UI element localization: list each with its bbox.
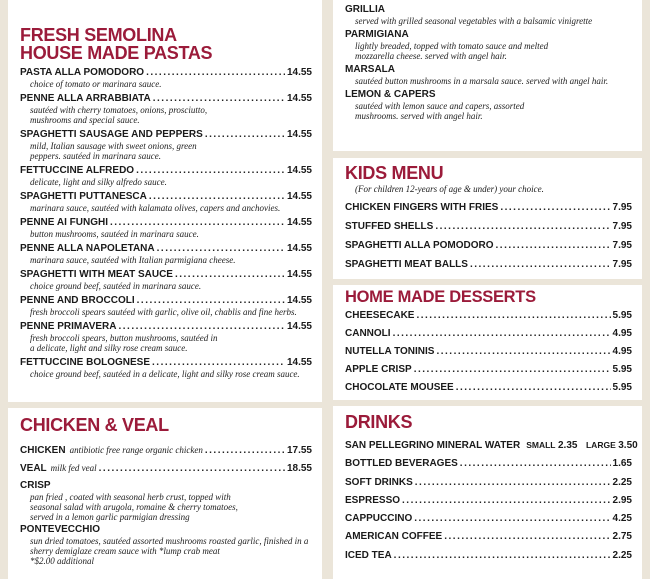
pasta-item (20, 93, 312, 125)
leader-dots (157, 243, 285, 255)
item-price: 14.55 (286, 217, 312, 228)
pasta-item (20, 165, 312, 187)
leader-dots (436, 346, 610, 358)
menu-item (345, 328, 632, 340)
item-desc: peppers. sautéed in marinara sauce. (30, 151, 161, 161)
item-price: 14.55 (286, 67, 312, 78)
menu-item (20, 165, 312, 177)
item-desc: sautéed with lemon sauce and capers, assorted (355, 101, 525, 111)
item-name: LEMON & CAPERS (345, 89, 436, 100)
item-desc: marinara sauce, sautéed with Italian parmigiana cheese. (30, 255, 236, 265)
menu-item (20, 295, 312, 307)
entree-item (345, 4, 632, 26)
item-name: FETTUCCINE ALFREDO (20, 165, 135, 176)
pasta-item (20, 67, 312, 89)
leader-dots (146, 67, 285, 79)
kids-menu-note: (For children 12-years of age & under) your choice. (355, 184, 544, 194)
desserts-title: HOME MADE DESSERTS (345, 288, 536, 306)
item-desc: a delicate, light and silky rose cream sauce. (30, 343, 188, 353)
item-name: APPLE CRISP (345, 364, 412, 375)
drink-list (345, 458, 632, 561)
menu-item-pontevecchio (20, 524, 312, 566)
item-desc: served in a lemon garlic parmigian dressing (30, 512, 190, 522)
item-name: PARMIGIANA (345, 29, 409, 40)
menu-item (345, 364, 632, 376)
item-name: PENNE ALLA NAPOLETANA (20, 243, 155, 254)
item-name: PENNE AND BROCCOLI (20, 295, 135, 306)
item-desc: sautéed button mushrooms in a marsala sauce. served with angel hair. (355, 76, 609, 86)
item-name: CHICKEN FINGERS WITH FRIES (345, 202, 499, 213)
leader-dots (153, 93, 285, 105)
leader-dots (136, 165, 285, 177)
item-desc: fresh broccoli spears sautéed with garlic, olive oil, chablis and fine herbs. (30, 307, 297, 317)
item-name: VEAL (20, 463, 47, 474)
menu-item (345, 477, 632, 489)
menu-item (20, 269, 312, 281)
item-price: 2.25 (612, 476, 632, 488)
menu-item (345, 382, 632, 394)
item-price-large: 3.50 (618, 440, 638, 451)
pasta-item (20, 269, 312, 291)
menu-item (20, 243, 312, 255)
item-desc: mushrooms and special sauce. (30, 115, 140, 125)
item-desc: choice ground beef, sautéed in marinara sauce. (30, 281, 202, 291)
item-price: 7.95 (612, 259, 632, 270)
item-price: 7.95 (612, 202, 632, 213)
leader-dots (435, 221, 610, 233)
menu-item (20, 444, 312, 457)
pastas-list (20, 67, 312, 379)
item-name: PONTEVECCHIO (20, 524, 101, 535)
item-price: 14.55 (286, 191, 312, 202)
kids-list (345, 202, 632, 271)
item-name: PENNE ALLA ARRABBIATA (20, 93, 151, 104)
item-name: SPAGHETTI WITH MEAT SAUCE (20, 269, 173, 280)
menu-item (345, 259, 632, 271)
leader-dots (152, 357, 285, 369)
menu-item (345, 513, 632, 525)
pastas-title-line2: HOUSE MADE PASTAS (20, 43, 213, 63)
item-name: BOTTLED BEVERAGES (345, 458, 458, 470)
item-desc: button mushrooms, sautéed in marinara sauce. (30, 229, 199, 239)
item-name: PASTA ALLA POMODORO (20, 67, 145, 78)
item-price: 14.55 (286, 295, 312, 306)
item-price: 7.95 (612, 221, 632, 232)
item-name: PENNE PRIMAVERA (20, 321, 117, 332)
item-name: STUFFED SHELLS (345, 221, 434, 232)
menu-item (345, 531, 632, 543)
leader-dots (414, 364, 611, 376)
menu-item (345, 346, 632, 358)
item-name: SPAGHETTI ALLA POMODORO (345, 240, 494, 251)
leader-dots (175, 269, 285, 281)
chicken-veal-section (8, 408, 322, 579)
item-price: 14.55 (286, 129, 312, 140)
item-price-small: 2.35 (558, 440, 578, 451)
pasta-item (20, 217, 312, 239)
item-name: SOFT DRINKS (345, 476, 413, 488)
pasta-item (20, 295, 312, 317)
entree-list (345, 4, 632, 121)
menu-item (20, 93, 312, 105)
item-price: 4.95 (612, 346, 632, 357)
entree-item (345, 89, 632, 121)
item-desc: sautéed with cherry tomatoes, onions, prosciutto, (30, 105, 208, 115)
menu-item (20, 462, 312, 475)
menu-item (20, 217, 312, 229)
item-desc: delicate, light and silky alfredo sauce. (30, 177, 167, 187)
item-price: 4.25 (612, 513, 632, 525)
item-desc: sun dried tomatoes, sautéed assorted mushrooms roasted garlic, finished in a (30, 536, 309, 546)
drinks-section (333, 406, 642, 579)
drinks-title: DRINKS (345, 412, 413, 432)
menu-item (20, 191, 312, 203)
item-sizes (524, 439, 638, 452)
leader-dots (414, 513, 610, 525)
entree-item (345, 29, 632, 61)
pasta-item (20, 129, 312, 161)
item-desc: seasonal salad with arugola, romaine & cherry tomatoes, (30, 502, 238, 512)
leader-dots (393, 328, 611, 340)
item-name: CHOCOLATE MOUSEE (345, 382, 454, 393)
menu-item (345, 202, 632, 214)
item-desc: pan fried , coated with seasonal herb crust, topped with (30, 492, 231, 502)
item-desc: served with grilled seasonal vegetables with a balsamic vinigrette (355, 16, 593, 26)
size-label-small: SMALL (526, 440, 556, 450)
item-name: SPAGHETTI PUTTANESCA (20, 191, 147, 202)
item-price: 2.25 (612, 549, 632, 561)
menu-item (345, 458, 632, 470)
item-price: 18.55 (286, 463, 312, 474)
leader-dots (416, 310, 610, 322)
item-name: FETTUCCINE BOLOGNESE (20, 357, 151, 368)
item-desc: mild, Italian sausage with sweet onions, green (30, 141, 197, 151)
menu-item (345, 240, 632, 252)
item-name: CHEESECAKE (345, 310, 415, 321)
menu-item (20, 129, 312, 141)
leader-dots (500, 202, 610, 214)
item-price: 14.55 (286, 357, 312, 368)
item-price: 17.55 (286, 445, 312, 456)
chicken-veal-title: CHICKEN & VEAL (20, 415, 169, 435)
item-desc: mozzarella cheese. served with angel hair. (355, 51, 507, 61)
item-price: 5.95 (612, 310, 632, 321)
leader-dots (402, 495, 611, 507)
menu-item (345, 495, 632, 507)
leader-dots (119, 321, 285, 333)
item-name: CHICKEN (20, 445, 66, 456)
pasta-item (20, 243, 312, 265)
leader-dots (205, 129, 285, 141)
entree-preparations-section (333, 0, 642, 151)
leader-dots (137, 295, 285, 307)
item-desc: mushrooms. served with angel hair. (355, 111, 483, 121)
pastas-section (8, 0, 322, 402)
item-price: 14.55 (286, 165, 312, 176)
item-name: ESPRESSO (345, 494, 401, 506)
kids-menu-title: KIDS MENU (345, 163, 444, 183)
leader-dots (470, 259, 611, 271)
item-name: CRISP (20, 480, 51, 491)
item-name: CAPPUCCINO (345, 513, 413, 525)
leader-dots (460, 458, 611, 470)
entree-item (345, 64, 632, 86)
leader-dots (444, 531, 610, 543)
item-inline-desc: milk fed veal (50, 463, 97, 473)
pastas-title-line1: FRESH SEMOLINA (20, 25, 177, 45)
pasta-item (20, 357, 312, 379)
item-price: 5.95 (612, 382, 632, 393)
menu-item-san-pellegrino (345, 439, 638, 452)
menu-item (345, 310, 632, 322)
item-price: 14.55 (286, 269, 312, 280)
menu-item (345, 221, 632, 233)
item-desc: choice ground beef, sautéed in a delicate, light and silky rose cream sauce. (30, 369, 300, 379)
item-price: 14.55 (286, 321, 312, 332)
item-name: GRILLIA (345, 4, 385, 15)
menu-item (20, 357, 312, 369)
item-desc: sherry demiglaze cream sauce with *lump crab meat (30, 546, 220, 556)
leader-dots (110, 217, 285, 229)
menu-item (345, 550, 632, 562)
leader-dots (456, 382, 611, 394)
item-desc: *$2.00 additional (30, 556, 95, 566)
leader-dots (149, 191, 285, 203)
item-desc: choice of tomato or marinara sauce. (30, 79, 162, 89)
item-price: 14.55 (286, 93, 312, 104)
menu-item (20, 67, 312, 79)
item-price: 7.95 (612, 240, 632, 251)
menu-item (20, 321, 312, 333)
item-name: ICED TEA (345, 549, 392, 561)
item-name: SAN PELLEGRINO MINERAL WATER (345, 440, 521, 451)
item-name: PENNE AI FUNGHI (20, 217, 108, 228)
leader-dots (496, 240, 611, 252)
pasta-item (20, 321, 312, 353)
item-price: 4.95 (612, 328, 632, 339)
item-name: SPAGHETTI SAUSAGE AND PEPPERS (20, 129, 203, 140)
desserts-section (333, 285, 642, 400)
item-price: 14.55 (286, 243, 312, 254)
leader-dots (415, 477, 611, 489)
size-label-large: LARGE (585, 440, 616, 450)
item-name: AMERICAN COFFEE (345, 531, 443, 543)
item-name: SPAGHETTI MEAT BALLS (345, 259, 468, 270)
item-name: NUTELLA TONINIS (345, 346, 435, 357)
leader-dots (394, 550, 611, 562)
item-desc: marinara sauce, sautéed with kalamata olives, capers and anchovies. (30, 203, 281, 213)
pasta-item (20, 191, 312, 213)
item-desc: lightly breaded, topped with tomato sauce and melted (355, 41, 549, 51)
menu-item-crisp (20, 480, 312, 522)
item-price: 5.95 (612, 364, 632, 375)
item-inline-desc: antibiotic free range organic chicken (69, 445, 203, 455)
item-price: 2.75 (612, 531, 632, 543)
dessert-list (345, 310, 632, 394)
item-price: 1.65 (612, 458, 632, 470)
item-name: CANNOLI (345, 328, 391, 339)
item-name: MARSALA (345, 64, 395, 75)
item-desc: fresh broccoli spears, button mushrooms, sautéed in (30, 333, 218, 343)
kids-menu-section (333, 158, 642, 279)
item-price: 2.95 (612, 494, 632, 506)
